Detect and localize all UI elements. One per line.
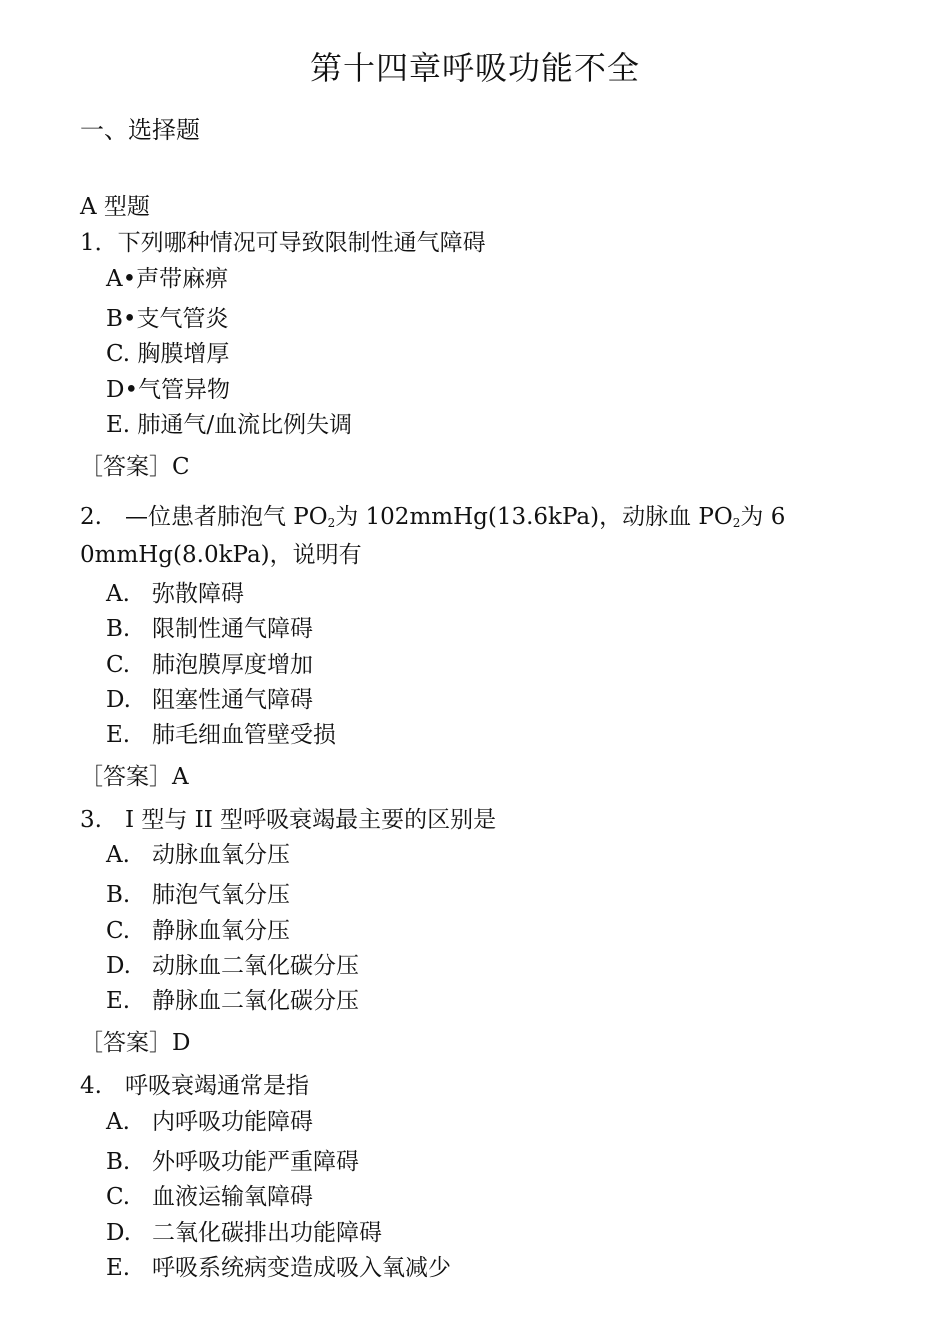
question-2-option-d: [106, 689, 313, 712]
question-2-answer: ［答案］A: [80, 764, 189, 790]
option-text: 弥散障碍: [152, 581, 244, 607]
question-1-option-a: A•声带麻痹: [106, 266, 229, 292]
section-heading: 一、选择题: [80, 116, 200, 144]
option-letter: D.: [106, 1220, 131, 1246]
option-text: 肺泡气氧分压: [152, 882, 290, 908]
option-letter: C.: [106, 652, 131, 678]
option-letter: D.: [106, 687, 131, 713]
question-4-stem: 4. 呼吸衰竭通常是指: [80, 1073, 309, 1099]
question-4-option-c: [106, 1186, 313, 1209]
question-1-option-e: E. 肺通气/血流比例失调: [106, 412, 353, 438]
option-letter: B.: [106, 616, 131, 642]
option-letter: A.: [106, 1109, 130, 1135]
option-text: 内呼吸功能障碍: [152, 1109, 313, 1135]
option-text: 肺泡膜厚度增加: [152, 652, 313, 678]
question-4-option-d: [106, 1222, 382, 1245]
question-2-stem-line1: [80, 506, 785, 529]
option-letter: C.: [106, 1184, 131, 1210]
option-letter: A.: [106, 581, 130, 607]
question-1-answer: ［答案］C: [80, 454, 190, 480]
subscript: 2: [732, 516, 741, 530]
option-text: 静脉血氧分压: [152, 918, 290, 944]
option-letter: B.: [106, 882, 131, 908]
stem-text-a: 2. —位患者肺泡气 PO: [80, 504, 328, 530]
question-2-stem-line2: 0mmHg(8.0kPa)，说明有: [80, 542, 362, 568]
question-2-option-a: [106, 583, 244, 606]
option-text: 外呼吸功能严重障碍: [152, 1149, 359, 1175]
option-letter: E.: [106, 722, 131, 748]
option-letter: A.: [106, 842, 130, 868]
question-3-answer: ［答案］D: [80, 1030, 191, 1056]
question-3-stem: 3. I 型与 II 型呼吸衰竭最主要的区别是: [80, 807, 497, 833]
subscript: 2: [327, 516, 336, 530]
option-letter: E.: [106, 1255, 131, 1281]
question-1-option-c: C. 胸膜增厚: [106, 341, 230, 367]
stem-text-c: 为 6: [740, 504, 786, 530]
question-1-stem: 1．下列哪种情况可导致限制性通气障碍: [80, 230, 486, 256]
question-3-option-d: [106, 955, 359, 978]
option-letter: B.: [106, 1149, 131, 1175]
question-1-option-d: D•气管异物: [106, 377, 231, 403]
option-text: 呼吸系统病变造成吸入氧减少: [152, 1255, 451, 1281]
question-4-option-e: [106, 1257, 451, 1280]
option-text: 动脉血二氧化碳分压: [152, 953, 359, 979]
question-2-option-e: [106, 724, 336, 747]
question-3-option-e: [106, 990, 359, 1013]
question-3-option-a: [106, 844, 290, 867]
question-2-option-c: [106, 654, 313, 677]
option-letter: E.: [106, 988, 131, 1014]
option-text: 阻塞性通气障碍: [152, 687, 313, 713]
question-4-option-a: [106, 1111, 313, 1134]
option-letter: C.: [106, 918, 131, 944]
option-text: 肺毛细血管壁受损: [152, 722, 336, 748]
option-text: 二氧化碳排出功能障碍: [152, 1220, 382, 1246]
page-title: 第十四章呼吸功能不全: [309, 49, 640, 87]
option-letter: D.: [106, 953, 131, 979]
question-1-option-b: B•支气管炎: [106, 306, 229, 332]
option-text: 动脉血氧分压: [152, 842, 290, 868]
stem-text-b: 为 102mmHg(13.6kPa)，动脉血 PO: [335, 504, 733, 530]
option-text: 限制性通气障碍: [152, 616, 313, 642]
question-type-label: A 型题: [80, 194, 150, 220]
question-3-option-c: [106, 920, 290, 943]
question-4-option-b: [106, 1151, 359, 1174]
option-text: 血液运输氧障碍: [152, 1184, 313, 1210]
question-3-option-b: [106, 884, 290, 907]
option-text: 静脉血二氧化碳分压: [152, 988, 359, 1014]
question-2-option-b: [106, 618, 313, 641]
